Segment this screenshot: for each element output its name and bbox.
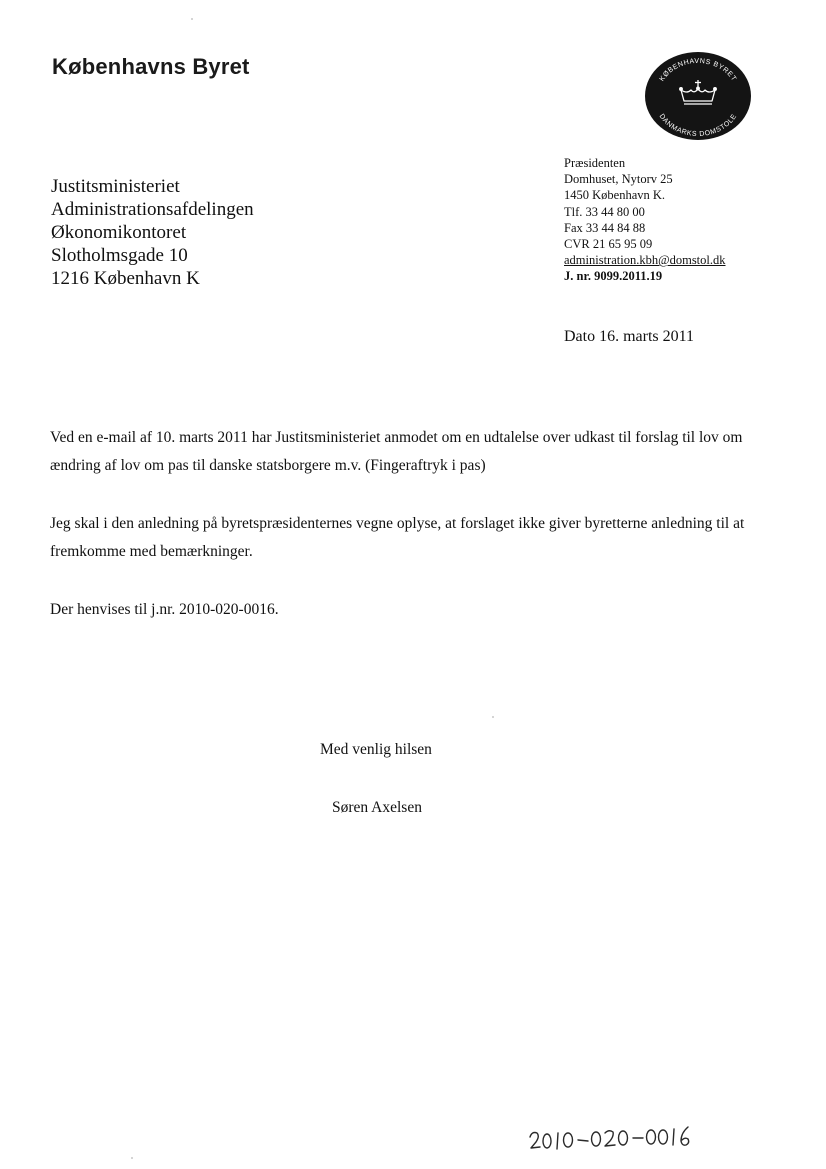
sender-fax: Fax 33 44 84 88 bbox=[564, 220, 646, 235]
svg-text:DANMARKS DOMSTOLE: DANMARKS DOMSTOLE bbox=[657, 112, 739, 139]
recipient-line: Slotholmsgade 10 bbox=[51, 245, 188, 266]
recipient-address bbox=[51, 175, 254, 290]
scan-speck bbox=[131, 1157, 133, 1159]
sender-title: Præsidenten bbox=[564, 156, 626, 170]
letter-date: Dato 16. marts 2011 bbox=[564, 328, 695, 345]
sender-address-street: Domhuset, Nytorv 25 bbox=[564, 172, 673, 187]
sender-info bbox=[564, 155, 726, 285]
recipient-line: 1216 København K bbox=[51, 268, 200, 289]
recipient-line: Justitsministeriet bbox=[51, 176, 180, 197]
sender-cvr: CVR 21 65 95 09 bbox=[564, 237, 653, 252]
svg-text:KØBENHAVNS BYRET: KØBENHAVNS BYRET bbox=[658, 57, 738, 83]
sender-phone: Tlf. 33 44 80 00 bbox=[564, 204, 645, 219]
scan-speck bbox=[492, 716, 494, 718]
signer-name: Søren Axelsen bbox=[332, 799, 422, 816]
closing-greeting: Med venlig hilsen bbox=[320, 741, 432, 758]
sender-email-link[interactable]: administration.kbh@domstol.dk bbox=[564, 253, 726, 268]
handwritten-reference-note bbox=[526, 1115, 696, 1161]
body-paragraph: Ved en e-mail af 10. marts 2011 har Justitsministeriet anmodet om en udtalelse over udkast til forslag til lov om ændring af lov om pas til danske statsborgere m.v. (Fingeraftryk i pas) bbox=[50, 429, 743, 474]
sender-address-city: 1450 København K. bbox=[564, 188, 666, 203]
journal-number: J. nr. 9099.2011.19 bbox=[564, 269, 663, 284]
recipient-line: Økonomikontoret bbox=[51, 222, 187, 243]
body-paragraph: Jeg skal i den anledning på byretspræsidenternes vegne oplyse, at forslaget ikke giver byretterne anledning til at fremkomme med bemærkninger. bbox=[50, 515, 745, 560]
recipient-line: Administrationsafdelingen bbox=[51, 199, 254, 220]
court-name-heading: Københavns Byret bbox=[52, 54, 250, 79]
body-paragraph: Der henvises til j.nr. 2010-020-0016. bbox=[50, 601, 279, 618]
court-seal-logo bbox=[643, 50, 753, 142]
scan-speck bbox=[191, 18, 193, 20]
letter-body bbox=[50, 424, 760, 654]
